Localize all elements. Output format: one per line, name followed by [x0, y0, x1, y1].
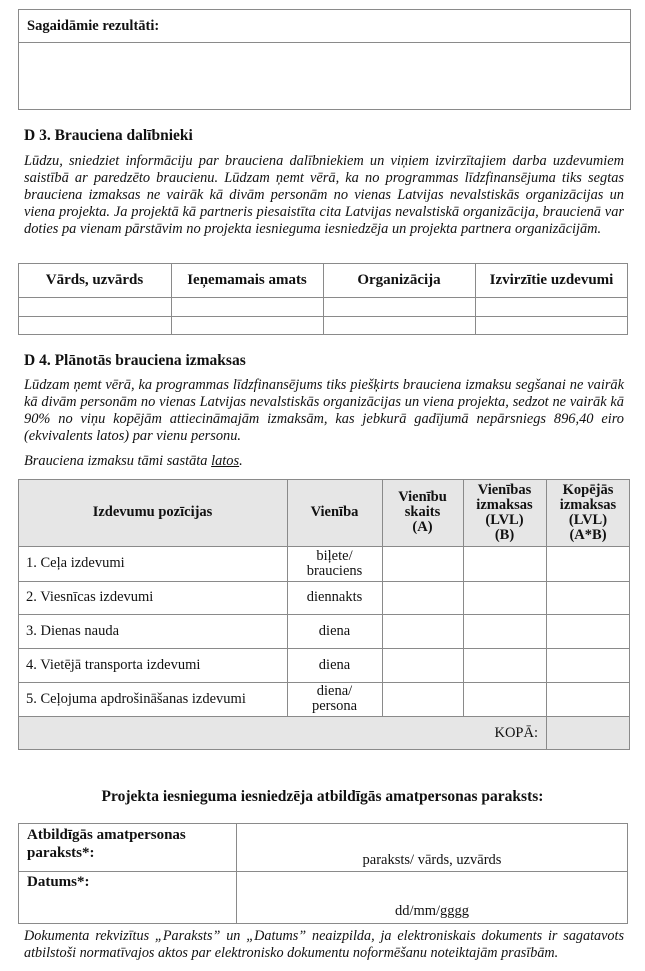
cost-col-quantity	[382, 479, 463, 546]
cost-col-unit-cost	[463, 479, 546, 546]
cost-row-unit: diennakts	[306, 589, 363, 605]
cost-col-total-line: (LVL)	[568, 511, 608, 528]
cost-row-item: 2. Viesnīcas izdevumi	[26, 589, 154, 605]
signature-label-line: Atbildīgās amatpersonas	[27, 827, 186, 843]
cost-col-total	[546, 479, 630, 546]
cost-row-total-input[interactable]	[547, 649, 629, 681]
participant-1-name[interactable]	[19, 298, 170, 316]
signature-hint: paraksts/ vārds, uzvārds	[362, 852, 502, 868]
participant-2-name[interactable]	[19, 317, 170, 334]
participants-col-tasks: Izvirzītie uzdevumi	[489, 271, 614, 288]
cost-row-unit-cost-input[interactable]	[464, 582, 545, 613]
participant-1-organization[interactable]	[324, 298, 474, 316]
cost-row-item: 3. Dienas nauda	[26, 622, 120, 639]
cost-row-total-input[interactable]	[547, 547, 629, 580]
currency-note	[24, 453, 243, 470]
cost-row-unit-line: brauciens	[306, 562, 363, 579]
cost-row-total-input[interactable]	[547, 615, 629, 647]
cost-row-total-input[interactable]	[547, 582, 629, 613]
cost-row-unit-cost-input[interactable]	[464, 683, 545, 715]
cost-row-unit-cost-input[interactable]	[464, 649, 545, 681]
currency-note-latos: latos	[211, 453, 240, 469]
cost-row-quantity-input[interactable]	[383, 582, 462, 613]
results-label: Sagaidāmie rezultāti:	[27, 18, 160, 34]
results-input[interactable]	[19, 43, 630, 109]
cost-col-total-line: izmaksas	[559, 496, 617, 513]
cost-col-quantity-line: skaits	[404, 504, 441, 520]
signature-footnote: Dokumenta rekvizītus „Paraksts” un „Datums” neaizpilda, ja elektroniskais dokuments ir sagatavots atbilstoši normatīvajos aktos par elektronisko dokumentu noformēšanu noteiktajām prasībām.	[24, 928, 624, 961]
participant-1-position[interactable]	[172, 298, 322, 316]
signature-heading: Projekta iesnieguma iesniedzēja atbildīgās amatpersonas paraksts:	[101, 788, 544, 805]
cost-row-item: 5. Ceļojuma apdrošināšanas izdevumi	[26, 690, 246, 707]
participant-2-organization[interactable]	[324, 317, 474, 334]
cost-row-quantity-input[interactable]	[383, 649, 462, 681]
cost-col-unit-cost-line: izmaksas	[476, 496, 533, 513]
section-d3-description: Lūdzu, sniedziet informāciju par brauciena dalībniekiem un viņiem izvirzītajiem darba uzdevumiem saistībā ar paredzēto braucienu. Lūdzam ņemt vērā, ka no programmas līdzfinansējuma tiks segtas brauciena izmaksas ne vairāk kā divām personām no vienas Latvijas nevalstiskās organizācijas un viena projekta. Ja projektā kā partneris piesaistīta cita Latvijas nevalstiskā organizācija, braucienā var doties pa vienam pārstāvim no projekta iesnieguma iesniedzēja un projekta partnera organizācijām.	[24, 153, 624, 237]
section-d3-heading: D 3. Brauciena dalībnieki	[24, 127, 193, 144]
cost-row-unit-line: biļete/	[316, 547, 353, 564]
cost-col-unit-cost-line: Vienības	[477, 481, 532, 498]
cost-row-unit-line: persona	[311, 698, 358, 714]
cost-col-unit: Vienība	[310, 504, 359, 520]
cost-row-unit-cost-input[interactable]	[464, 615, 545, 647]
cost-row-unit-line: diena/	[316, 683, 353, 699]
cost-row-unit	[287, 546, 382, 581]
currency-note-suffix: .	[239, 453, 243, 469]
cost-row-total-input[interactable]	[547, 683, 629, 715]
cost-row-unit: diena	[318, 656, 351, 673]
cost-col-unit-cost-line: (B)	[494, 526, 515, 543]
cost-row-unit: diena	[318, 622, 351, 639]
cost-col-quantity-line: Vienību	[398, 489, 447, 505]
cost-col-items: Izdevumu pozīcijas	[92, 504, 213, 520]
participants-col-name: Vārds, uzvārds	[45, 271, 144, 288]
cost-total-label: KOPĀ:	[494, 724, 538, 741]
cost-col-unit-cost-line: (LVL)	[485, 511, 524, 528]
cost-col-quantity-line: (A)	[412, 519, 433, 535]
signature-label	[27, 826, 186, 862]
cost-row-unit	[287, 682, 382, 716]
section-d4-heading: D 4. Plānotās brauciena izmaksas	[24, 352, 246, 369]
date-hint: dd/mm/gggg	[394, 903, 470, 919]
cost-row-item: 1. Ceļa izdevumi	[26, 555, 125, 571]
participants-col-position: Ieņemamais amats	[187, 271, 307, 288]
section-d4-description: Lūdzam ņemt vērā, ka programmas līdzfinansējums tiks piešķirts brauciena izmaksu segšanai ne vairāk kā divām personām no vienas Latvijas nevalstiskās organizācijas un viena projekta, sedzot ne vairāk kā 90% no viņu kopējām attiecināmajām izmaksām, kas jebkurā gadījumā nepārsniegs 896,40 eiro (ekvivalents latos) par vienu personu.	[24, 377, 624, 444]
date-label: Datums*:	[27, 874, 90, 890]
cost-row-quantity-input[interactable]	[383, 683, 462, 715]
cost-total-value-input[interactable]	[547, 717, 629, 749]
participant-2-tasks[interactable]	[476, 317, 627, 334]
cost-row-unit-cost-input[interactable]	[464, 547, 545, 580]
cost-row-item: 4. Vietējā transporta izdevumi	[26, 656, 201, 673]
participant-1-tasks[interactable]	[476, 298, 627, 316]
participants-col-organization: Organizācija	[357, 271, 441, 288]
cost-col-total-line: (A*B)	[569, 526, 607, 543]
signature-label-line: paraksts*:	[27, 845, 95, 861]
cost-col-total-line: Kopējās	[562, 481, 614, 498]
currency-note-prefix: Brauciena izmaksu tāmi sastāta	[24, 453, 212, 469]
cost-row-quantity-input[interactable]	[383, 547, 462, 580]
participant-2-position[interactable]	[172, 317, 322, 334]
cost-row-quantity-input[interactable]	[383, 615, 462, 647]
